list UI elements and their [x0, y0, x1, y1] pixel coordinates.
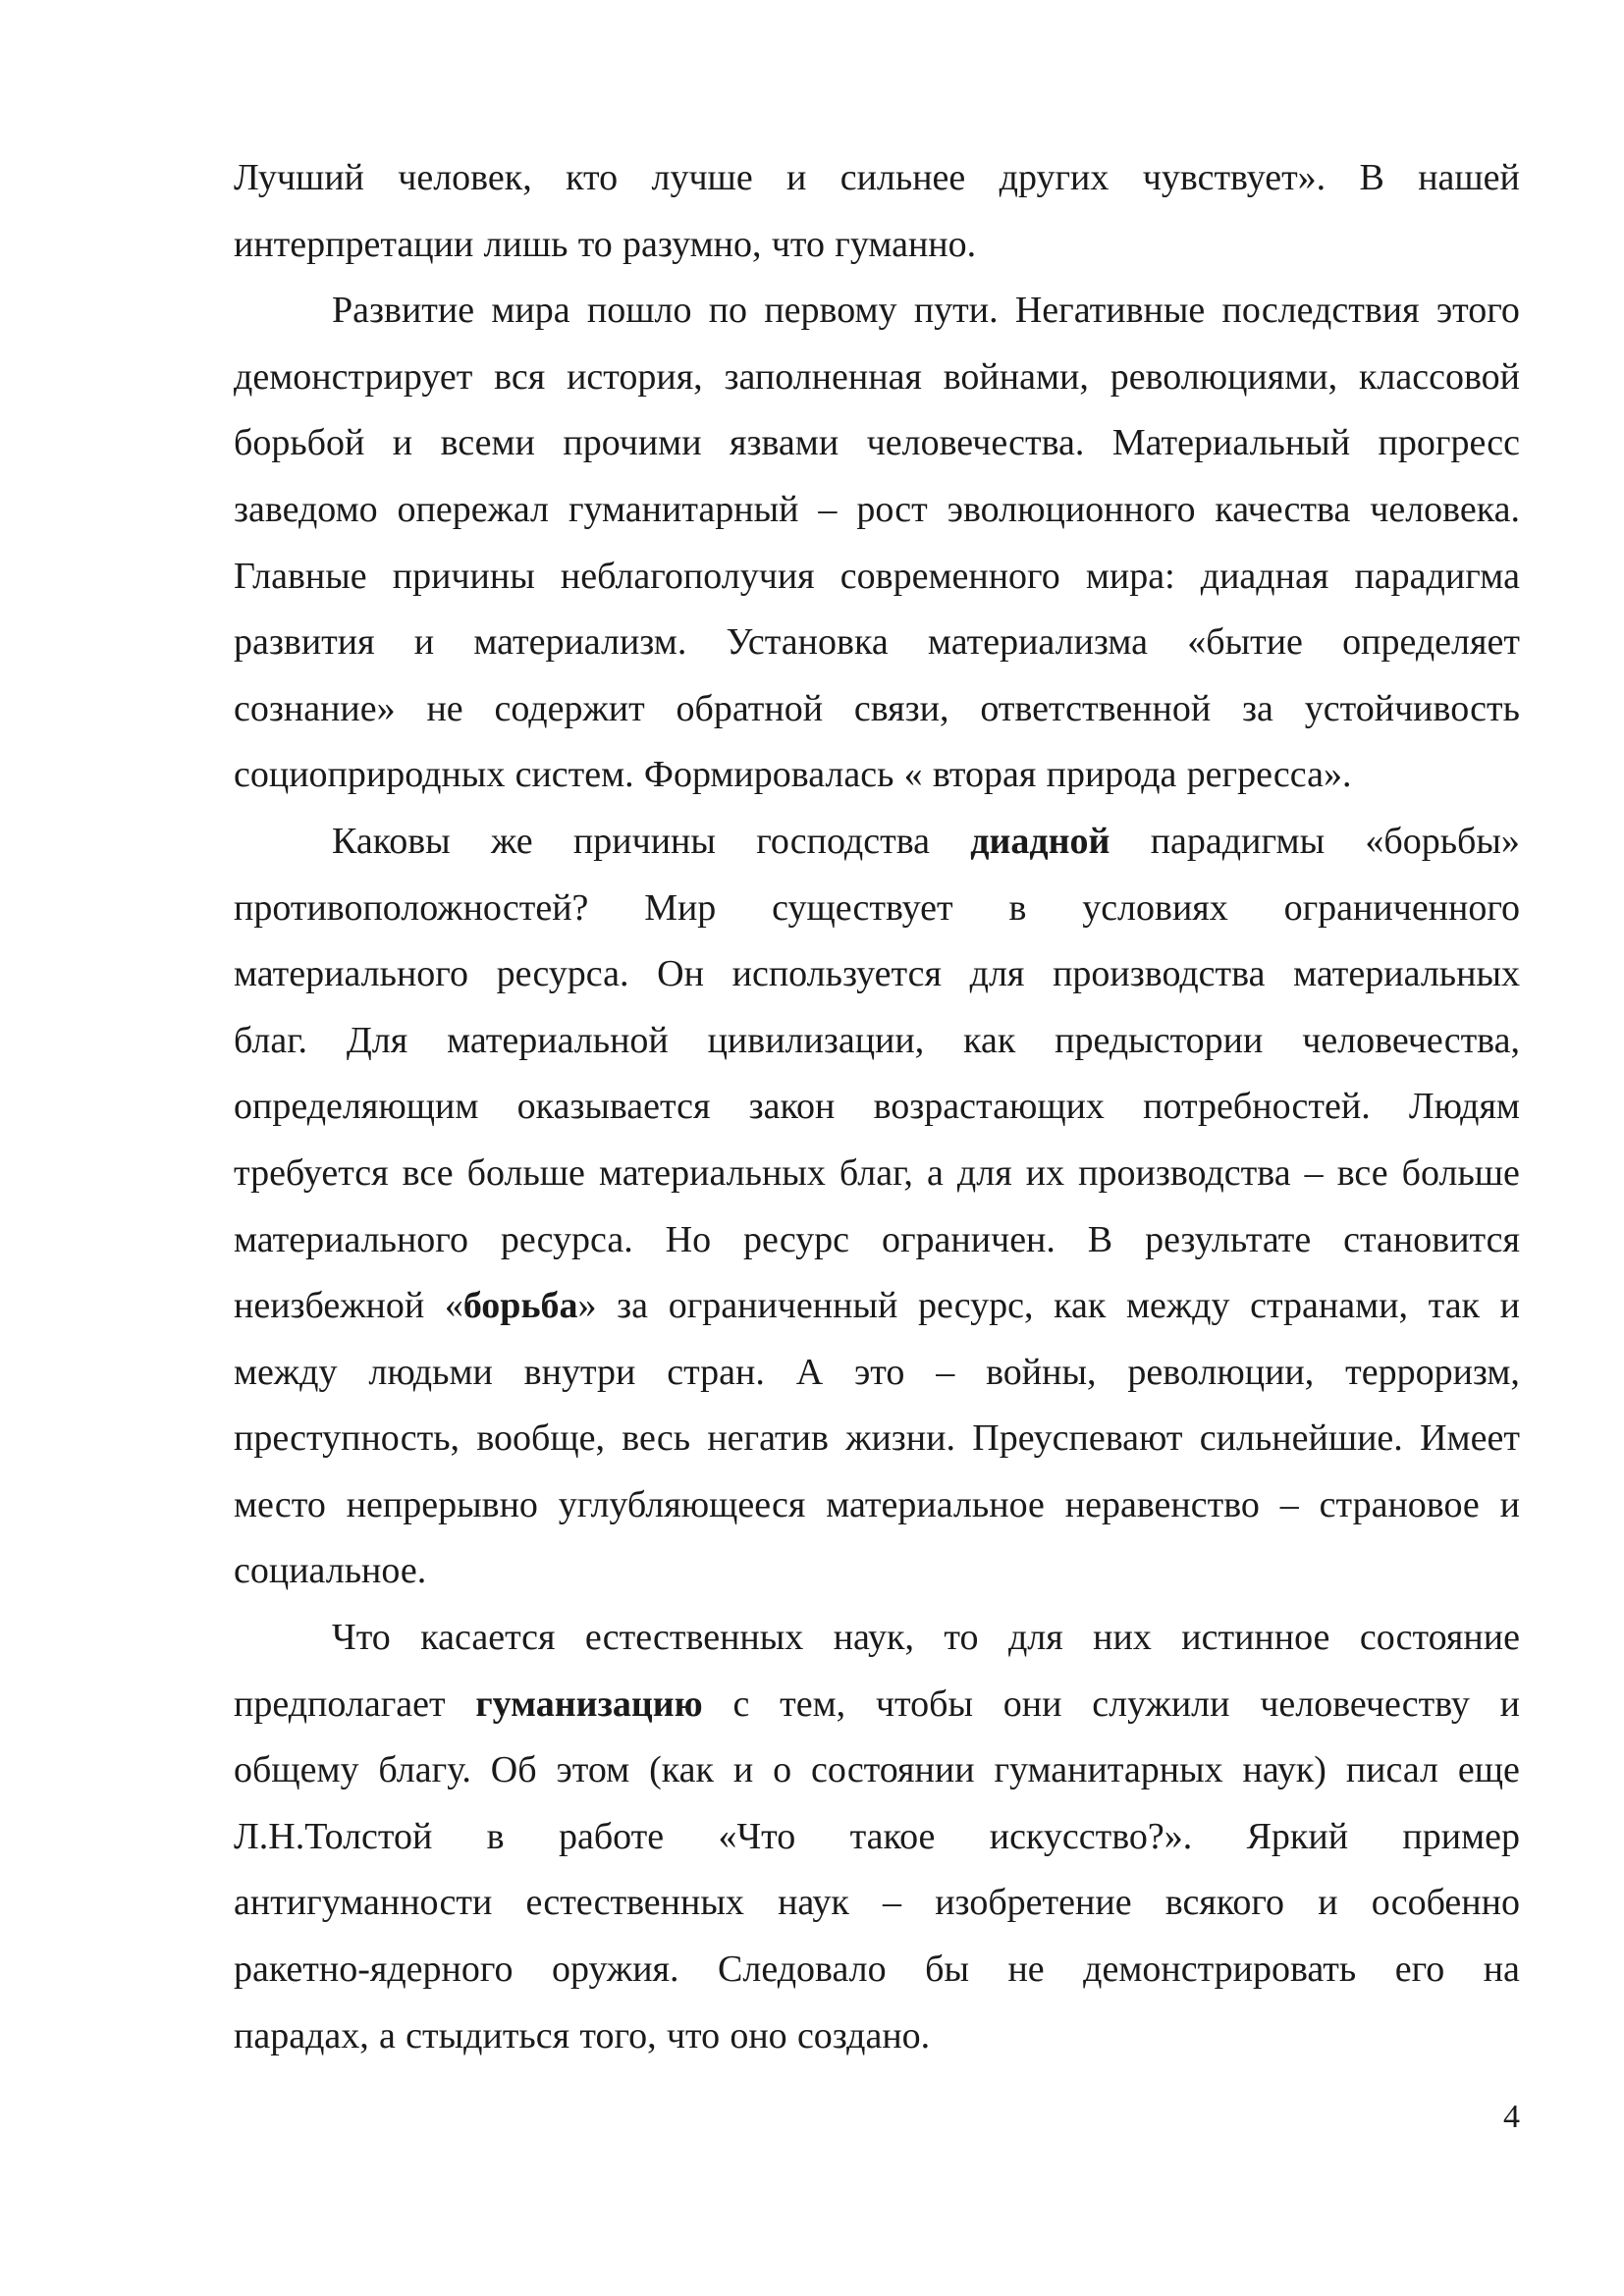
word: качества [1215, 488, 1351, 530]
word: история, [567, 355, 703, 398]
word: о [773, 1749, 792, 1791]
word: все [402, 1151, 454, 1194]
word: диадной [970, 820, 1110, 862]
word: интерпретации [234, 223, 474, 265]
word: результате [1145, 1218, 1312, 1260]
word: больше [1401, 1151, 1520, 1194]
word: то [577, 223, 613, 265]
word: людьми [368, 1351, 493, 1393]
word: терроризм, [1345, 1351, 1520, 1393]
text-line [234, 1340, 1520, 1407]
word: Л.Н.Толстой [234, 1815, 433, 1857]
word: революциями, [1110, 355, 1338, 398]
word: оружия. [551, 1949, 679, 1991]
word: сильнейшие. [1199, 1417, 1403, 1460]
word: ограниченный [668, 1285, 898, 1327]
word: демонстрировать [1083, 1949, 1357, 1991]
text-line [234, 676, 1520, 743]
text-line [234, 610, 1520, 676]
word: что [771, 223, 825, 265]
word: парадигмы [1150, 820, 1326, 862]
text-line [234, 1074, 1520, 1141]
word: лишь [483, 223, 568, 265]
word: касается [420, 1617, 556, 1659]
word: производства [1053, 953, 1266, 995]
word: негатив [707, 1417, 829, 1460]
word: особенно [1371, 1882, 1520, 1924]
word: и [1318, 1882, 1338, 1924]
word: В [1359, 157, 1384, 198]
word: все [1336, 1151, 1388, 1194]
word: по [708, 290, 748, 332]
word: материальных [1293, 953, 1520, 995]
word: и [732, 1749, 754, 1791]
word: разумно, [623, 223, 762, 265]
word: первому [764, 290, 897, 332]
word: то [944, 1617, 979, 1659]
word: на [1483, 1949, 1520, 1991]
word: Яркий [1246, 1815, 1349, 1857]
text-line [234, 1008, 1520, 1075]
word: антигуманности [234, 1882, 493, 1924]
word: Он [657, 953, 704, 995]
word: и [392, 422, 413, 464]
word: «борьба» [444, 1285, 597, 1327]
word: природа [1046, 754, 1177, 796]
word: условиях [1082, 886, 1228, 929]
word: Главные [234, 555, 367, 597]
word: войнами, [943, 355, 1089, 398]
word: страновое [1319, 1483, 1480, 1525]
word: них [1093, 1617, 1152, 1659]
word: материализм. [473, 621, 687, 664]
word: гуманно. [835, 223, 977, 265]
word: заполненная [724, 355, 922, 398]
word: странами, [1250, 1285, 1408, 1327]
word: человека. [1370, 488, 1520, 530]
word: больше [466, 1151, 585, 1194]
word: « [903, 754, 923, 796]
word: еще [1457, 1749, 1520, 1791]
word: Об [490, 1749, 537, 1791]
word: естественных [525, 1882, 744, 1924]
word: материального [234, 953, 468, 995]
text-line [234, 1737, 1520, 1804]
word: социальное. [234, 1550, 427, 1592]
word: же [491, 820, 533, 862]
word: требуется [234, 1151, 389, 1194]
word: неравенство [1064, 1483, 1260, 1525]
word: служили [1092, 1682, 1230, 1725]
text-line [234, 410, 1520, 477]
word: ресурса. [500, 1218, 633, 1260]
word: преступность, [234, 1417, 460, 1460]
word: материализма [927, 621, 1149, 664]
word: наук, [833, 1617, 914, 1659]
word: Людям [1408, 1086, 1520, 1128]
word: социоприродных [234, 754, 506, 796]
word: и [1499, 1285, 1520, 1327]
word: благ, [839, 1151, 913, 1194]
word: пути. [913, 290, 999, 332]
word: этого [1435, 290, 1520, 332]
word: человечеству [1260, 1682, 1470, 1725]
word: предполагает [234, 1682, 446, 1725]
word: опережал [397, 488, 550, 530]
word: человечества, [1302, 1019, 1520, 1061]
word: так [1428, 1285, 1481, 1327]
text-line [234, 477, 1520, 544]
word: естественных [584, 1617, 804, 1659]
word: работе [558, 1815, 665, 1857]
word: Установка [726, 621, 889, 664]
word: материальной [447, 1019, 669, 1061]
word: содержит [494, 687, 645, 729]
word: закон [748, 1086, 836, 1128]
word: внутри [523, 1351, 636, 1393]
word: «бытие [1187, 621, 1303, 664]
word: используется [731, 953, 942, 995]
word: А [795, 1351, 824, 1393]
word: эволюционного [947, 488, 1196, 530]
word: место [234, 1483, 326, 1525]
word: не [426, 687, 463, 729]
word: Материальный [1111, 422, 1351, 464]
word: ракетно-ядерного [234, 1949, 514, 1991]
word: рост [856, 488, 928, 530]
word: становится [1343, 1218, 1520, 1260]
word: вторая [932, 754, 1037, 796]
word: Для [346, 1019, 408, 1061]
word: борьбой [234, 422, 365, 464]
word: между [234, 1351, 338, 1393]
word: стран. [667, 1351, 765, 1393]
word: парадигма [1354, 555, 1520, 597]
text-line [234, 1937, 1520, 2003]
word: Негативные [1014, 290, 1206, 332]
word: оказывается [516, 1086, 711, 1128]
word: писал [1345, 1749, 1438, 1791]
word: материального [234, 1218, 468, 1260]
word: тем, [780, 1682, 846, 1725]
word: и [1499, 1483, 1520, 1525]
word: производства [1078, 1151, 1291, 1194]
text-line [234, 1804, 1520, 1871]
word: чтобы [875, 1682, 974, 1725]
text-line [234, 212, 1520, 279]
word: пример [1402, 1815, 1520, 1857]
word: систем. [514, 754, 634, 796]
word: Следовало [718, 1949, 887, 1991]
text-line [234, 1207, 1520, 1274]
word: непрерывно [346, 1483, 538, 1525]
word: всякого [1164, 1882, 1285, 1924]
word: Развитие [332, 290, 475, 332]
text-line [234, 876, 1520, 942]
word: – [1279, 1483, 1299, 1525]
word: благу. [378, 1749, 471, 1791]
word: существует [772, 886, 953, 929]
word: диадная [1200, 555, 1329, 597]
word: за [1242, 687, 1273, 729]
word: что [666, 2014, 721, 2056]
word: искусство?». [989, 1815, 1193, 1857]
word: возрастающих [873, 1086, 1105, 1128]
word: изобретение [935, 1882, 1132, 1924]
word: они [1002, 1682, 1062, 1725]
word: неблагополучия [560, 555, 815, 597]
word: последствия [1221, 290, 1420, 332]
word: неизбежной [234, 1285, 425, 1327]
word: пошло [586, 290, 692, 332]
text-line [234, 278, 1520, 345]
word: нашей [1418, 157, 1520, 198]
word: того, [579, 2014, 657, 2056]
word: гуманитарных [994, 1749, 1223, 1791]
word: причины [392, 555, 535, 597]
word: для [956, 1151, 1012, 1194]
word: сознание» [234, 687, 396, 729]
word: это [853, 1351, 905, 1393]
word: и [1499, 1682, 1520, 1725]
word: – [883, 1882, 902, 1924]
word: (как [649, 1749, 714, 1791]
word: жизни. [845, 1417, 955, 1460]
word: чувствует». [1142, 157, 1326, 198]
word: бы [925, 1949, 969, 1991]
word: и [786, 157, 807, 198]
text-line [234, 941, 1520, 1008]
word: ресурс [743, 1218, 850, 1260]
word: лучше [651, 157, 753, 198]
word: прочими [563, 422, 702, 464]
word: человек, [398, 157, 532, 198]
word: этом [556, 1749, 630, 1791]
word: Формировалась [643, 754, 894, 796]
word: Лучший [234, 157, 364, 198]
document-page [234, 145, 1520, 2069]
word: состояние [1359, 1617, 1520, 1659]
word: человечества. [866, 422, 1085, 464]
word: войны, [986, 1351, 1097, 1393]
word: в [1008, 886, 1027, 929]
word: – [818, 488, 838, 530]
word: ресурс, [917, 1285, 1034, 1327]
word: истинное [1181, 1617, 1330, 1659]
word: углубляющееся [558, 1483, 806, 1525]
text-line [234, 742, 1520, 809]
text-line [234, 1672, 1520, 1738]
word: язвами [730, 422, 839, 464]
text-line [234, 1605, 1520, 1672]
word: развития [234, 621, 375, 664]
word: – [1304, 1151, 1324, 1194]
text-line [234, 1141, 1520, 1207]
word: стыдиться [406, 2014, 570, 2056]
word: обратной [676, 687, 824, 729]
word: противоположностей? [234, 886, 589, 929]
word: не [1007, 1949, 1045, 1991]
word: ответственной [980, 687, 1212, 729]
word: в [486, 1815, 505, 1857]
word: кто [566, 157, 619, 198]
text-line [234, 1273, 1520, 1340]
word: ограничен. [881, 1218, 1056, 1260]
word: регресса». [1186, 754, 1352, 796]
word: для [969, 953, 1025, 995]
text-line [234, 809, 1520, 876]
word: Что [332, 1617, 391, 1659]
word: Каковы [332, 820, 451, 862]
word: наук [778, 1882, 849, 1924]
word: В [1087, 1218, 1113, 1260]
word: материальное [826, 1483, 1045, 1525]
word: предыстории [1055, 1019, 1264, 1061]
word: Мир [644, 886, 717, 929]
word: «борьбы» [1365, 820, 1520, 862]
word: парадах, [234, 2014, 369, 2056]
word: за [617, 1285, 649, 1327]
word: вообще, [476, 1417, 605, 1460]
text-line [234, 2003, 1520, 2070]
word: общему [234, 1749, 359, 1791]
word: определяет [1342, 621, 1520, 664]
word: заведомо [234, 488, 378, 530]
word: демонстрирует [234, 355, 473, 398]
text-line [234, 1870, 1520, 1937]
word: прогресс [1378, 422, 1520, 464]
word: гуманитарный [568, 488, 799, 530]
word: состоянии [811, 1749, 975, 1791]
body-text [234, 145, 1520, 2069]
word: вся [494, 355, 546, 398]
word: Но [665, 1218, 712, 1260]
text-line [234, 544, 1520, 611]
word: «Что [718, 1815, 796, 1857]
word: его [1394, 1949, 1445, 1991]
word: всеми [440, 422, 535, 464]
word: потребностей. [1143, 1086, 1371, 1128]
word: благ. [234, 1019, 308, 1061]
word: Преуспевают [972, 1417, 1183, 1460]
word: их [1025, 1151, 1065, 1194]
word: революции, [1127, 1351, 1315, 1393]
word: мира [491, 290, 570, 332]
word: господства [756, 820, 930, 862]
word: причины [572, 820, 716, 862]
word: материальных [598, 1151, 826, 1194]
text-line [234, 1406, 1520, 1472]
word: гуманизацию [475, 1682, 703, 1725]
word: устойчивость [1304, 687, 1520, 729]
word: весь [622, 1417, 691, 1460]
word: с [732, 1682, 750, 1725]
word: ресурса. [496, 953, 629, 995]
word: Имеет [1420, 1417, 1520, 1460]
word: мира: [1085, 555, 1175, 597]
word: – [936, 1351, 955, 1393]
word: создано. [796, 2014, 931, 2056]
word: современного [839, 555, 1060, 597]
text-line [234, 1472, 1520, 1539]
page-number: 4 [1503, 2099, 1520, 2135]
word: определяющим [234, 1086, 479, 1128]
text-line [234, 345, 1520, 411]
text-line [234, 1538, 1520, 1605]
text-line [234, 145, 1520, 212]
word: как [963, 1019, 1016, 1061]
word: как [1054, 1285, 1107, 1327]
word: а [926, 1151, 944, 1194]
word: связи, [853, 687, 949, 729]
word: оно [730, 2014, 787, 2056]
word: других [999, 157, 1110, 198]
word: ограниченного [1283, 886, 1520, 929]
word: наук) [1242, 1749, 1326, 1791]
word: сильнее [839, 157, 966, 198]
word: классовой [1358, 355, 1520, 398]
word: цивилизации, [707, 1019, 925, 1061]
word: а [379, 2014, 396, 2056]
word: между [1125, 1285, 1230, 1327]
word: такое [849, 1815, 936, 1857]
word: и [413, 621, 435, 664]
word: для [1007, 1617, 1063, 1659]
